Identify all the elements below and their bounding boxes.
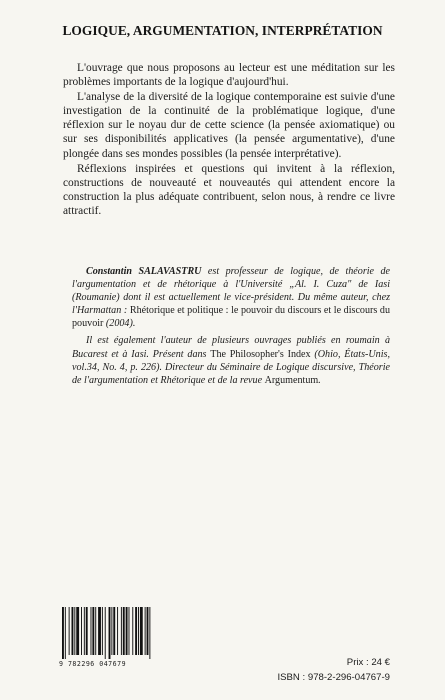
isbn-label: ISBN : 978-2-296-04767-9 [277,672,390,683]
bio-text: Il est également l'auteur de plusieurs ouvrages publiés en roumain à Bucarest et à Iasi. Présent dans [72,335,390,360]
cover-title: LOGIQUE, ARGUMENTATION, INTERPRÉTATION [62,23,383,38]
bio-paragraph [72,265,390,330]
author-bio [72,265,390,391]
barcode [59,607,191,668]
bio-text: (Ohio, États-Unis, vol.34, No. 4, p. 226). Directeur du Séminaire de Logique discursive, Théorie de l'argumentation et Rhétorique et de la revue [72,348,390,386]
bio-text: est professeur de logique, de théorie de l'argumentation et de rhétorique à l'Université „Al. I. Cuza" de Iasi (Roumanie) dont il est actuellement le vice-président. Du même auteur, chez l'Harmattan : [72,266,390,317]
barcode-bars [59,607,191,659]
book-summary [63,61,395,219]
summary-paragraph: Réflexions inspirées et questions qui invitent à la réflexion, constructions de nouveauté et nouveautés qui attendent encore la construction la plus adéquate contribuent, selon nous, à rendre ce livre attractif. [63,162,395,217]
barcode-digits: 9 782296 047679 [59,660,127,668]
price-label: Prix : 24 € [346,657,390,668]
author-name: Constantin SALAVASTRU [86,266,202,277]
journal-title: Argumentum [264,374,319,386]
summary-paragraph: L'ouvrage que nous proposons au lecteur est une méditation sur les problèmes importants de la logique d'aujourd'hui. [63,62,395,89]
bio-text: . [318,374,321,386]
index-title: The Philosopher's Index [210,348,311,360]
summary-paragraph: L'analyse de la diversité de la logique contemporaine est suivie d'une investigation de la continuité de la problématique logique, d'une réflexion sur le noyau dur de cette science (la pensée axiomatique) ou sur ses disponibilités applicatives (la pensée argumentative), d'une plongée dans ses mondes possibles (la pensée interprétative). [63,91,395,160]
book-title: Rhétorique et politique : le pouvoir du discours et le discours du pouvoir [72,305,390,330]
bio-text: (2004). [103,318,136,330]
bio-paragraph [72,334,390,386]
